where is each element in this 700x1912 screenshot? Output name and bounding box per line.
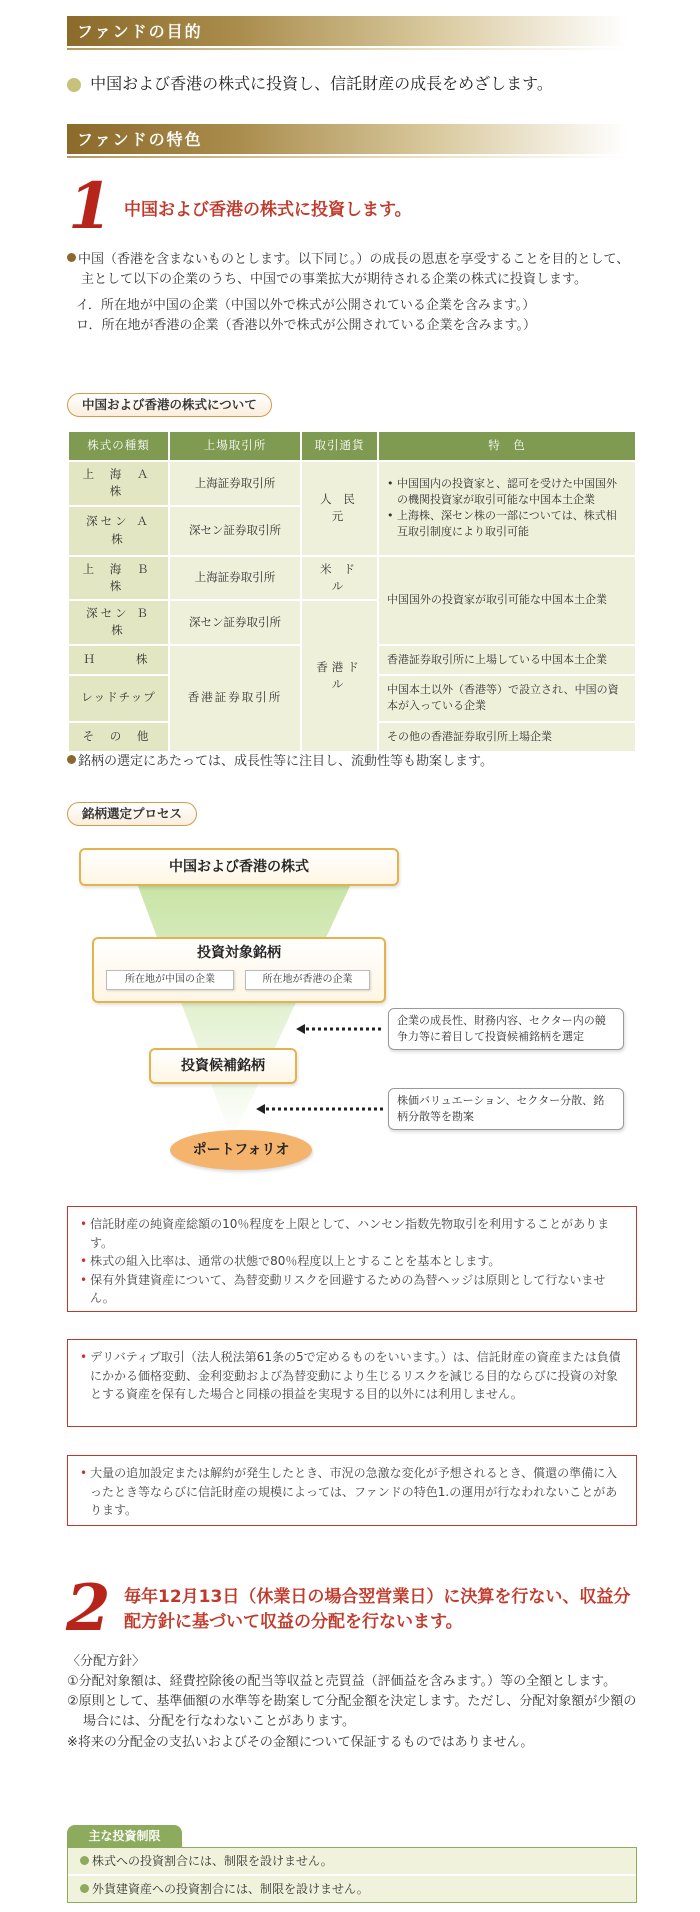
notes-box-1	[67, 1206, 637, 1312]
feature-2-number: 2	[66, 1571, 111, 1646]
process-target-title: 投資対象銘柄	[197, 945, 281, 961]
process-candidate-box: 投資候補銘柄	[149, 1048, 297, 1084]
note-item: • デリバティブ取引（法人税法第61条の5で定めるものをいいます。）は、信託財産の資産または負債にかかる価格変動、金利変動および為替変動により生じるリスクを減じる目的ならびに投資の対象とする資産を保有した場合と同様の損益を実現する目的以外には利用しません。	[80, 1348, 624, 1404]
note-item: • 信託財産の純資産総額の10％程度を上限として、ハンセン指数先物取引を利用することがあります。	[80, 1215, 624, 1252]
process-callout-2: 株価バリュエーション、セクター分散、銘柄分散等を勘案	[388, 1088, 624, 1130]
row-currency-usd: 米 ド ル	[301, 556, 378, 601]
arrow-dots-1	[296, 1024, 305, 1034]
feature-a-shares-item-2: • 上海株、深セン株の一部については、株式相互取引制度により取引可能	[387, 509, 617, 539]
row-type-b-shenzhen: 深セン Ｂ 株	[68, 600, 169, 645]
policy-label: 〈分配方針〉	[67, 1654, 146, 1669]
policy-disclaimer: ※将来の分配金の支払いおよびその金額について保証するものではありません。	[67, 1734, 534, 1750]
feature-a-shares-item-1: • 中国国内の投資家と、認可を受けた中国国外の機関投資家が取引可能な中国本土企業	[387, 477, 617, 507]
note-item: • 保有外貨建資産について、為替変動リスクを回避するための為替ヘッジは原則として行ないません。	[80, 1271, 624, 1308]
note-item: • 大量の追加設定または解約が発生したとき、市況の急激な変化が予想されるとき、償還の準備に入ったとき等ならびに信託財産の規模によっては、ファンドの特色1.の運用が行なわれないことがあります。	[80, 1464, 624, 1520]
policy-item-2: ②原則として、基準価額の水準等を勘案して分配金額を決定します。ただし、分配対象額が少額の場合には、分配を行なわないことがあります。	[67, 1694, 637, 1730]
restrictions-box	[67, 1847, 637, 1903]
table-header-currency: 取引通貨	[301, 431, 378, 461]
restrictions-label: 主な投資制限	[67, 1825, 182, 1847]
arrow-left-icon	[256, 1104, 265, 1114]
process-callout-1: 企業の成長性、財務内容、セクター内の競争力等に着目して投資候補銘柄を選定	[388, 1008, 624, 1050]
process-sub-china: 所在地が中国の企業	[106, 970, 234, 990]
process-top-box: 中国および香港の株式	[79, 848, 399, 886]
row-feature-h: 香港証券取引所に上場している中国本土企業	[378, 645, 636, 675]
feature-1-number: 1	[68, 169, 113, 244]
row-feature-redchip: 中国本土以外（香港等）で設立され、中国の資本が入っている企業	[378, 675, 636, 722]
row-type-other: そ の 他	[68, 722, 169, 752]
table-header-type: 株式の種類	[68, 431, 169, 461]
row-exchange-hongkong: 香港証券取引所	[169, 645, 301, 752]
process-sub-hongkong: 所在地が香港の企業	[245, 970, 370, 990]
distribution-policy	[67, 1652, 637, 1753]
restriction-item: 株式への投資割合には、制限を設けません。	[68, 1848, 636, 1876]
feature-1-title: 中国および香港の株式に投資します。	[124, 200, 412, 220]
funnel-shape	[138, 886, 350, 1140]
row-type-h: Ｈ 株	[68, 645, 169, 675]
purpose-heading-text: ファンドの目的	[77, 22, 203, 41]
feature-2-title: 毎年12月13日（休業日の場合翌営業日）に決算を行ない、収益分配方針に基づいて収益の分配を行ないます。	[124, 1587, 631, 1632]
row-currency-rmb: 人 民 元	[301, 461, 378, 556]
row-type-redchip: レッドチップ	[68, 675, 169, 722]
policy-item-1: ①分配対象額は、経費控除後の配当等収益と売買益（評価益を含みます。）等の全額とします。	[67, 1674, 617, 1690]
bullet-dot-icon	[80, 1856, 89, 1865]
row-exchange-shenzhen-b: 深セン証券取引所	[169, 600, 301, 645]
arrow-left-icon	[296, 1024, 305, 1034]
bullet-dot-icon	[80, 1884, 89, 1893]
process-pill: 銘柄選定プロセス	[67, 802, 197, 826]
purpose-text: 中国および香港の株式に投資し、信託財産の成長をめざします。	[90, 74, 553, 93]
row-type-a-shanghai: 上 海 Ａ 株	[68, 461, 169, 506]
note-item: • 株式の組入比率は、通常の状態で80％程度以上とすることを基本とします。	[80, 1252, 624, 1271]
feature-1-body-text: 中国（香港を含まないものとします。以下同じ。）の成長の恩恵を享受することを目的として、主として以下の企業のうち、中国での事業拡大が期待される企業の株式に投資します。	[67, 250, 637, 290]
restriction-item: 外貨建資産への投資割合には、制限を設けません。	[68, 1876, 636, 1902]
notes-box-2	[67, 1339, 637, 1427]
row-feature-other: その他の香港証券取引所上場企業	[378, 722, 636, 752]
process-portfolio-ellipse: ポートフォリオ	[170, 1130, 312, 1170]
stock-table-pill: 中国および香港の株式について	[67, 393, 272, 417]
notes-box-3	[67, 1455, 637, 1526]
row-exchange-shenzhen: 深セン証券取引所	[169, 506, 301, 556]
selection-note: 銘柄の選定にあたっては、成長性等に注目し、流動性等も勘案します。	[67, 752, 637, 772]
features-heading-text: ファンドの特色	[77, 130, 203, 149]
table-header-exchange: 上場取引所	[169, 431, 301, 461]
row-type-b-shanghai: 上 海 Ｂ 株	[68, 556, 169, 601]
table-header-feature: 特 色	[378, 431, 636, 461]
feature-1-item-a: イ．所在地が中国の企業（中国以外で株式が公開されている企業を含みます。）	[76, 298, 536, 314]
row-exchange-shanghai-b: 上海証券取引所	[169, 556, 301, 601]
row-feature-b-shares: 中国国外の投資家が取引可能な中国本土企業	[378, 556, 636, 645]
row-currency-hkd: 香港ドル	[301, 600, 378, 752]
feature-1-item-b: ロ．所在地が香港の企業（香港以外で株式が公開されている企業を含みます。）	[76, 318, 536, 334]
row-type-a-shenzhen: 深セン Ａ 株	[68, 506, 169, 556]
row-exchange-shanghai: 上海証券取引所	[169, 461, 301, 506]
